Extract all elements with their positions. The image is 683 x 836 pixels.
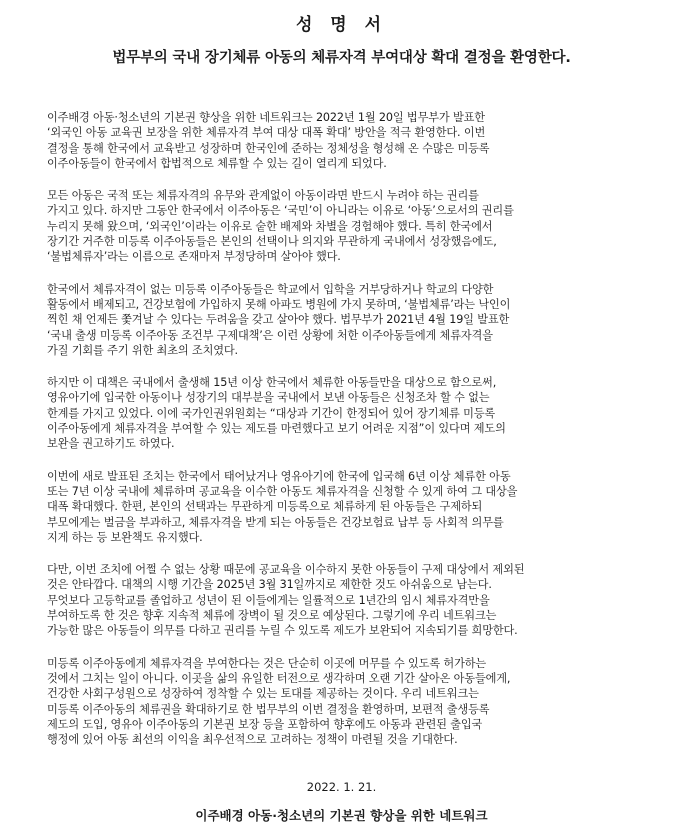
paragraph-line: ‘외국인 아동 교육권 보장을 위한 체류자격 부여 대상 대폭 확대’ 방안을 적극 환영한다. 이번 xyxy=(47,126,486,140)
paragraph-line: 활동에서 배제되고, 건강보험에 가입하지 못해 아파도 병원에 가지 못하며, ‘불법체류’라는 낙인이 xyxy=(47,297,511,311)
signatory-organization: 이주배경 아동·청소년의 기본권 향상을 위한 네트워크 xyxy=(195,808,488,823)
paragraph-line: 행정에 있어 아동 최선의 이익을 최우선적으로 고려하는 정책이 마련될 것을 기대한다. xyxy=(47,733,458,747)
body-paragraph xyxy=(47,188,677,264)
paragraph-line: 건강한 사회구성원으로 성장하여 정착할 수 있는 토대를 제공하는 것이다. 우리 네트워크는 xyxy=(47,687,479,701)
paragraph-line: 한계를 가지고 있었다. 이에 국가인권위원회는 “대상과 기간이 한정되어 있어 장기체류 미등록 xyxy=(47,406,496,420)
body-paragraph xyxy=(47,110,677,171)
body-paragraph xyxy=(47,282,677,358)
paragraph-line: 가능한 많은 아동들이 의무를 다하고 권리를 누릴 수 있도록 제도가 보완되어 지속되기를 희망한다. xyxy=(47,624,518,638)
paragraph-line: 미등록 이주아동에게 체류자격을 부여한다는 것은 단순히 이곳에 머무를 수 있도록 허가하는 xyxy=(47,656,487,670)
paragraph-line: 무엇보다 고등학교를 졸업하고 성년이 된 이들에게는 일률적으로 1년간의 임시 체류자격만을 xyxy=(47,593,490,607)
paragraph-line: 이주아동들이 한국에서 합법적으로 체류할 수 있는 길이 열리게 되었다. xyxy=(47,156,387,170)
paragraph-line: 미등록 이주아동의 체류권을 확대하기로 한 법무부의 이번 결정을 환영하며, 보편적 출생등록 xyxy=(47,702,490,716)
paragraph-line: 하지만 이 대책은 국내에서 출생해 15년 이상 한국에서 체류한 아동들만을 대상으로 함으로써, xyxy=(47,376,497,390)
paragraph-line: 부모에게는 벌금을 부과하고, 체류자격을 받게 되는 아동들은 건강보험료 납부 등 사회적 의무를 xyxy=(47,515,504,529)
paragraph-line: ‘불법체류자’라는 이름으로 존재마저 부정당하며 살아야 했다. xyxy=(47,250,341,264)
paragraph-line: 것에서 그치는 일이 아니다. 이곳을 삶의 유일한 터전으로 생각하며 오랜 기간 살아온 아동들에게, xyxy=(47,671,511,685)
paragraph-line: 대폭 확대했다. 한편, 본인의 선택과는 무관하게 미등록으로 체류하게 된 아동들은 구제하되 xyxy=(47,500,483,514)
body-paragraph xyxy=(47,469,677,545)
paragraph-line: 장기간 거주한 미등록 이주아동들은 본인의 선택이나 의지와 무관하게 국내에서 성장했음에도, xyxy=(47,235,497,249)
paragraph-line: 찍힌 채 언제든 쫓겨날 수 있다는 두려움을 갖고 살아야 했다. 법무부가 2021년 4월 19일 발표한 xyxy=(47,313,510,327)
body-paragraph xyxy=(47,375,677,451)
paragraph-line: 보완을 권고하기도 하였다. xyxy=(47,437,175,451)
paragraph-line: ‘국내 출생 미등록 이주아동 조건부 구제대책’은 이런 상황에 처한 이주아동들에게 체류자격을 xyxy=(47,328,493,342)
paragraph-line: 부여하도록 한 것은 향후 지속적 체류에 장벽이 될 것으로 예상된다. 그렇기에 우리 네트워크는 xyxy=(47,609,497,623)
paragraph-line: 가질 기회를 주기 위한 최초의 조치였다. xyxy=(47,343,238,357)
paragraph-line: 또는 7년 이상 국내에 체류하며 공교육을 이수한 아동도 체류자격을 신청할 수 있게 하여 그 대상을 xyxy=(47,484,518,498)
paragraph-line: 이주아동에게 체류자격을 부여할 수 있는 제도를 마련했다고 보기 어려운 지점”이 있다며 제도의 xyxy=(47,422,506,436)
paragraph-line: 한국에서 체류자격이 없는 미등록 이주아동들은 학교에서 입학을 거부당하거나 학교의 다양한 xyxy=(47,282,494,296)
document-type-heading: 성 명 서 xyxy=(295,15,388,35)
statement-body xyxy=(47,110,677,764)
paragraph-line: 영유아기에 입국한 아동이나 성장기의 대부분을 국내에서 보낸 아동들은 신청조차 할 수 없는 xyxy=(47,391,490,405)
document-title: 법무부의 국내 장기체류 아동의 체류자격 부여대상 확대 결정을 환영한다. xyxy=(112,50,571,66)
paragraph-line: 누리지 못해 왔으며, ‘외국인’이라는 이유로 숱한 배제와 차별을 경험해야 했다. 특히 한국에서 xyxy=(47,219,493,233)
paragraph-line: 다만, 이번 조치에 어쩔 수 없는 상황 때문에 공교육을 이수하지 못한 아동들이 구제 대상에서 제외된 xyxy=(47,563,525,577)
paragraph-line: 이주배경 아동·청소년의 기본권 향상을 위한 네트워크는 2022년 1월 20일 법무부가 발표한 xyxy=(47,111,485,124)
body-paragraph xyxy=(47,562,677,638)
paragraph-line: 모든 아동은 국적 또는 체류자격의 유무와 관계없이 아동이라면 반드시 누려야 하는 권리를 xyxy=(47,189,479,203)
paragraph-line: 지게 하는 등 보완책도 유지했다. xyxy=(47,530,203,544)
paragraph-line: 가지고 있다. 하지만 그동안 한국에서 이주아동은 ‘국민’이 아니라는 이유로 ‘아동’으로서의 권리를 xyxy=(47,204,514,218)
paragraph-line: 결정을 통해 한국에서 교육받고 성장하며 한국인에 준하는 정체성을 형성해 온 수많은 미등록 xyxy=(47,141,490,155)
body-paragraph xyxy=(47,656,677,748)
paragraph-line: 것은 안타깝다. 대책의 시행 기간을 2025년 3월 31일까지로 제한한 것도 아쉬움으로 남는다. xyxy=(47,578,492,592)
paragraph-line: 제도의 도입, 영유아 이주아동의 기본권 보장 등을 포함하여 향후에도 아동과 관련된 출입국 xyxy=(47,717,483,731)
paragraph-line: 이번에 새로 발표된 조치는 한국에서 태어났거나 영유아기에 한국에 입국해 6년 이상 체류한 아동 xyxy=(47,469,511,483)
statement-date: 2022. 1. 21. xyxy=(306,780,377,794)
